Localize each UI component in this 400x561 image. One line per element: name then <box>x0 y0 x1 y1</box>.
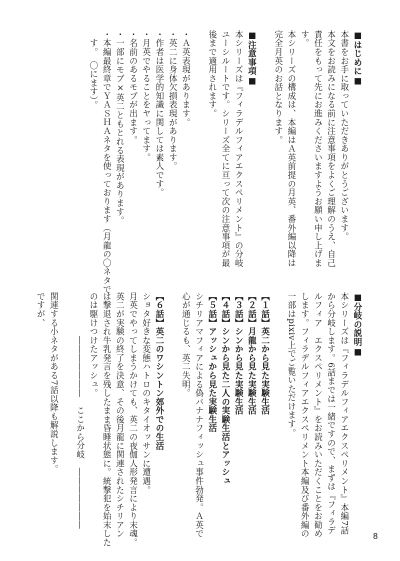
branch-line <box>166 292 179 532</box>
intro-line: す。 <box>300 30 311 48</box>
intro-line: 完全月英のお話となります。 <box>273 30 284 145</box>
branch-line: 一部はpixiv上でご覧いただけます。 <box>286 292 297 438</box>
intro-heading: ■はじめに■ <box>353 30 363 86</box>
branch-line: ですが、 <box>36 292 47 328</box>
intro-line: ・本編最終章でＹＡＳＨＡネタを使っております（月龍の〇ネタで <box>102 30 113 294</box>
branch-heading: ■分岐の説明■ <box>353 292 363 357</box>
branch-line: 【３話】シンから見た実験生活 <box>234 292 245 416</box>
page-number: 8 <box>372 532 378 541</box>
intro-line: ユーシルートです。シリーズ全てに亘って次の注意事項が最 <box>220 30 231 268</box>
branch-line: ショタ好きな変態ハトロのキタイオッサンに遭遇。 <box>141 292 152 495</box>
branch-line: 【１話】英二から見た実験生活 <box>260 292 271 416</box>
branch-line: 【２話】月龍から見た実験生活 <box>247 292 258 416</box>
intro-line: 本シリーズの構成は、本編はＡ英前提の月英、番外編以降は <box>286 30 297 268</box>
intro-line <box>258 30 271 280</box>
branch-line: します。フィラデルフィアエクスペリメント本編及び番外編の <box>300 292 311 539</box>
branch-line: 【６話】英二のワシントン郊外での生活 <box>154 292 165 451</box>
intro-line: ・Ａ英表現があります。 <box>181 30 192 127</box>
branch-line: は撃退され牛乳発言を残したまま昏睡状態に。統撃犯を始末した <box>102 292 113 547</box>
right-text-column <box>34 292 364 547</box>
intro-line: ・英二に身体欠損表現があります。 <box>168 30 179 171</box>
intro-line: 責任をもって先にお進みくださいますようお願い申し上げま <box>313 30 324 268</box>
intro-line: ・作者は医学的知識に関しては素人です。 <box>154 30 165 198</box>
intro-line: 本シリーズは『フィラデルフィアエクスペリメント』の分岐 <box>234 30 245 268</box>
branch-line: 【４話】シンから見た二人の実験生活とアッシュ <box>220 292 231 486</box>
branch-line: 月英でやってしまうかけても、英二の夜伽人形発言により末魂。 <box>128 292 139 547</box>
branch-line: ルフィア エクスペリメント』をお読みいただくことをお勧め <box>313 292 324 539</box>
branch-line: のは駆けつけたアッシュ。 <box>88 292 99 398</box>
intro-line: ・名前のあるモブが出ます。 <box>128 30 139 145</box>
branch-line: 本シリーズは『フィラデルフィアエクスペリメント』本編7話 <box>339 292 350 536</box>
branch-line: 英二が実験の終了を決意、その後月龍に関連されたシチリアン <box>115 292 126 539</box>
branch-line <box>60 292 73 532</box>
intro-line: ・一部にモブ×英二ともとれる表現があります。 <box>115 30 126 225</box>
branch-line: 心が通じるも、英二失明。 <box>181 292 192 398</box>
left-text-column <box>87 30 364 294</box>
intro-line <box>192 30 205 280</box>
intro-heading: ■注意事項■ <box>247 30 258 86</box>
intro-line: 本書をお手に取っていただきありがとうございます。 <box>339 30 350 241</box>
branch-line <box>272 292 285 532</box>
intro-line: 後まで適用されます。 <box>207 30 218 118</box>
branch-line: 【５話】アッシュから見た実験生活 <box>207 292 218 433</box>
intro-line: す。 〇にます）。 <box>88 30 99 110</box>
intro-line: 本文をお読みになる前に注意事項をよくご理解のうえ、自己 <box>326 30 337 268</box>
intro-line: ・月英でやることをヤってます。 <box>141 30 152 162</box>
branch-line: 関連する小ネタがある7話以降も解説します。 <box>49 292 60 474</box>
branch-line: シチリアマフィアによる偽バナナフィッシュ事件勃発。Ａ英で <box>194 292 205 539</box>
branch-line: ――――――― ここから分岐 ――――――― <box>75 292 86 530</box>
branch-line: から分岐します。6話までは一緒ですので、まずは『フィラデ <box>326 292 337 536</box>
